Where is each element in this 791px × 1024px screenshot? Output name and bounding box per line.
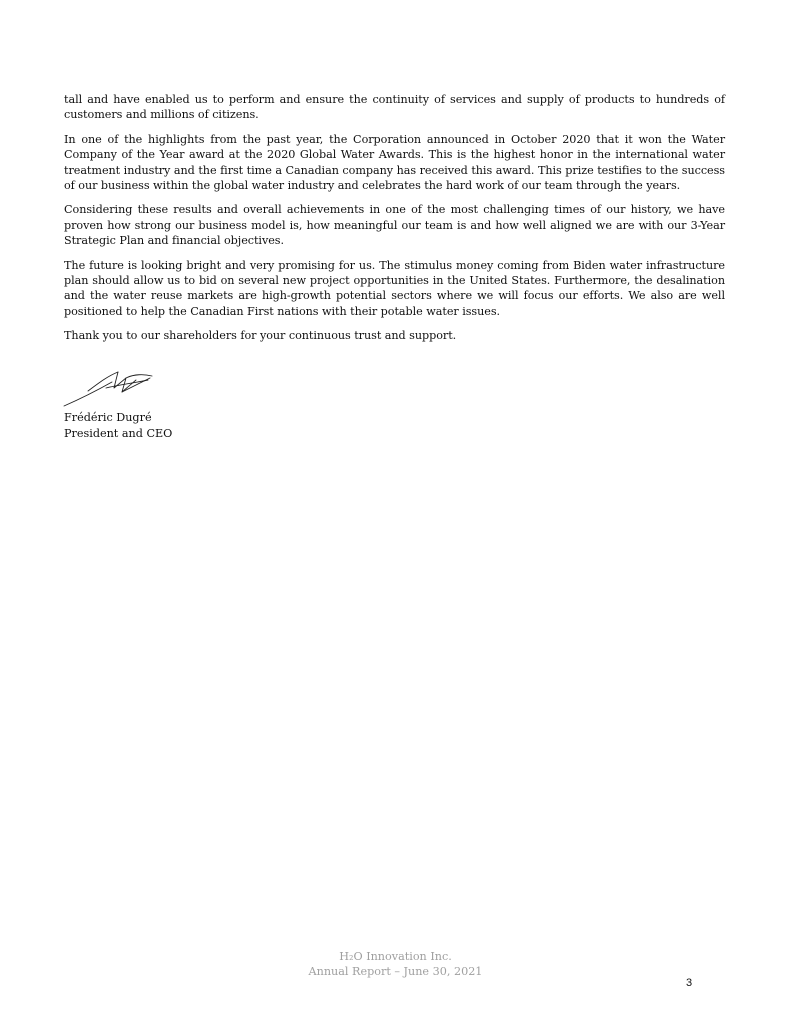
signer-title: President and CEO [64,427,173,440]
letter-paragraph: Thank you to our shareholders for your continuous trust and support. [64,329,457,343]
signer-name: Frédéric Dugré [64,411,152,424]
footer-company: H₂O Innovation Inc. [339,950,452,963]
letter-body [64,92,725,353]
letter-paragraph: The future is looking bright and very promising for us. The stimulus money coming from Biden water infrastructure plan should allow us to bid on several new project opportunities in the United States. Furthermore, the desalination and the water reuse markets are high-growth potential sectors where we will focus our efforts. We also are well positioned to help the Canadian First nations with their potable water issues. [64,258,725,318]
footer-report-date: Annual Report – June 30, 2021 [308,965,483,978]
signature-block [64,410,172,442]
letter-paragraph: Considering these results and overall achievements in one of the most challenging times of our history, we have proven how strong our business model is, how meaningful our team is and how well aligned we are with our 3-Year Strategic Plan and financial objectives. [64,203,725,248]
letter-paragraph: In one of the highlights from the past year, the Corporation announced in October 2020 that it won the Water Company of the Year award at the 2020 Global Water Awards. This is the highest honor in the international water treatment industry and the first time a Canadian company has received this award. This prize testifies to the success of our business within the global water industry and celebrates the hard work of our team through the years. [64,132,725,193]
page-number: 3 [686,977,693,989]
letter-paragraph: tall and have enabled us to perform and ensure the continuity of services and supply of products to hundreds of customers and millions of citizens. [64,93,725,122]
handwritten-signature [62,366,156,408]
page-footer [0,949,791,979]
